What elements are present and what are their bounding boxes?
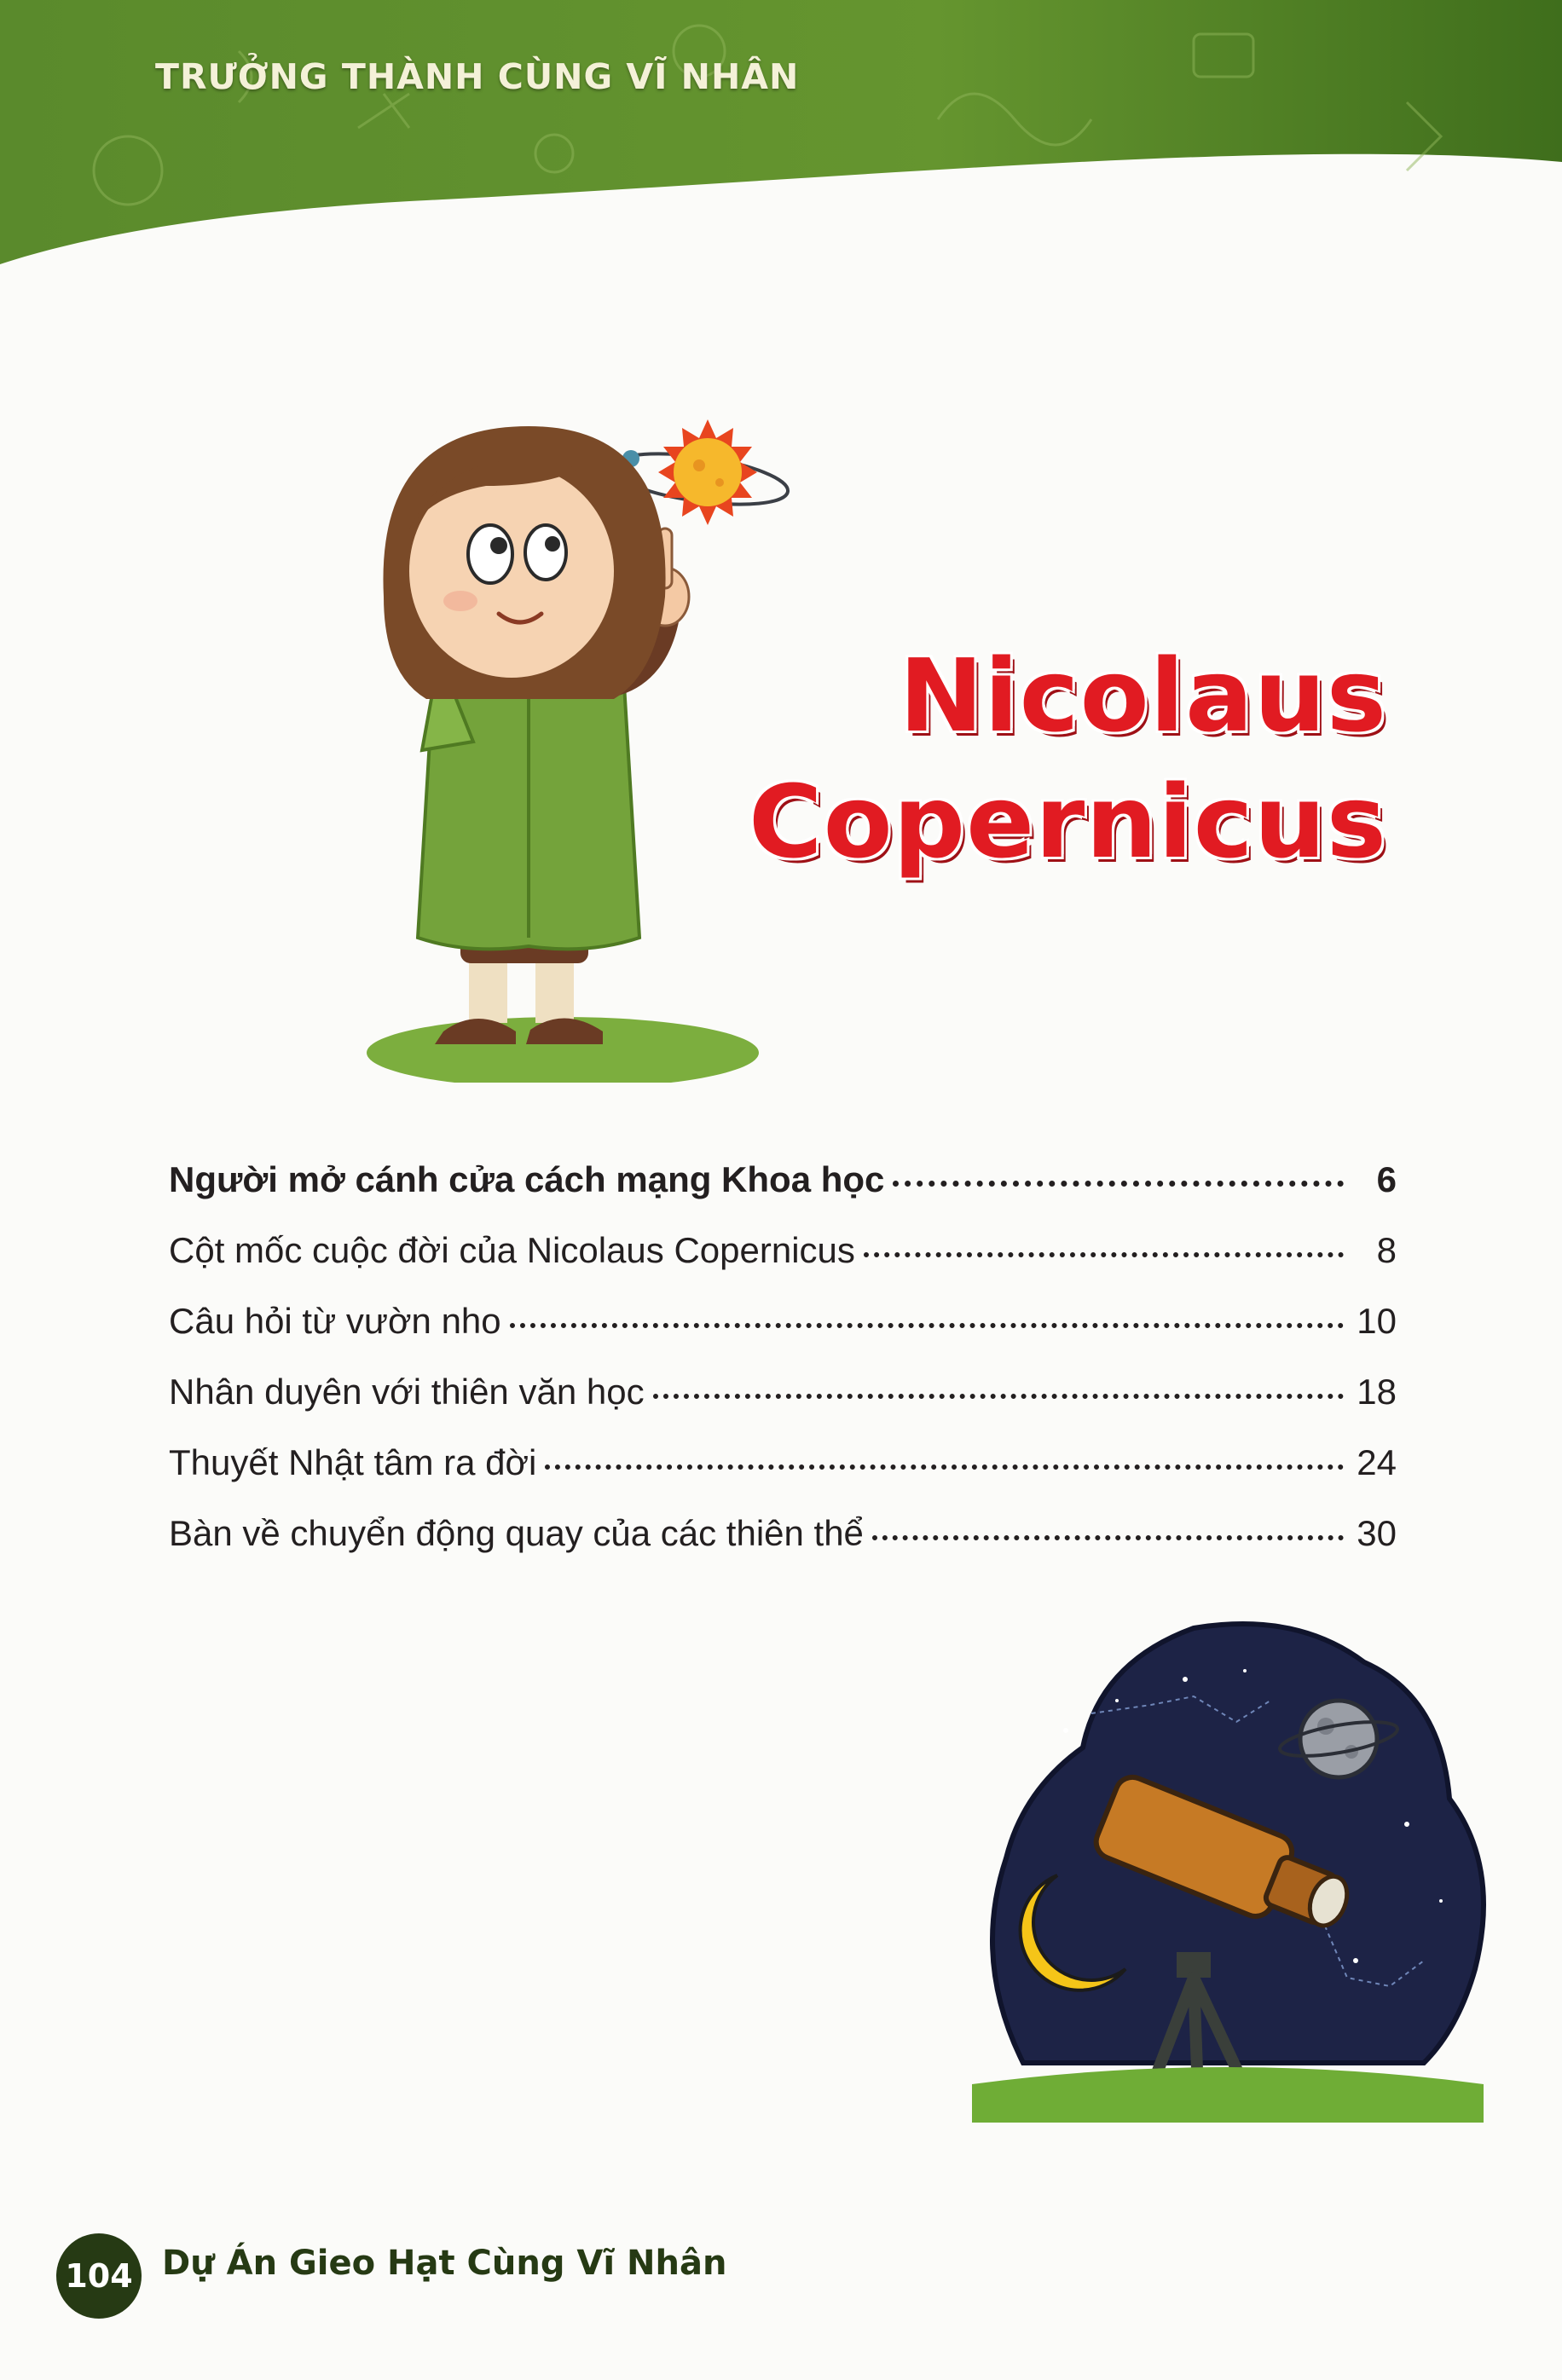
- toc-entry-page: 8: [1376, 1230, 1397, 1270]
- toc-leader-dots: [893, 1181, 1344, 1187]
- toc-entry[interactable]: [169, 1230, 1397, 1301]
- table-of-contents: [169, 1159, 1397, 1584]
- toc-entry-label: Bàn về chuyển động quay của các thiên thể: [169, 1513, 864, 1553]
- header-band: [0, 0, 1562, 281]
- toc-entry-label: Nhân duyên với thiên văn học: [169, 1372, 645, 1412]
- toc-entry-label: Cột mốc cuộc đời của Nicolaus Copernicus: [169, 1230, 855, 1270]
- chapter-title-line-2: Copernicus: [749, 763, 1387, 881]
- series-title: TRƯỞNG THÀNH CÙNG VĨ NHÂN: [155, 56, 800, 97]
- toc-entry-label: Người mở cánh cửa cách mạng Khoa học: [169, 1159, 885, 1199]
- toc-entry-label: Thuyết Nhật tâm ra đời: [169, 1442, 537, 1482]
- toc-entry-page: 6: [1376, 1159, 1397, 1199]
- page-number-badge: 104: [56, 2233, 142, 2319]
- toc-leader-dots: [510, 1323, 1344, 1328]
- toc-entry-label: Câu hỏi từ vườn nho: [169, 1301, 501, 1341]
- toc-leader-dots: [653, 1394, 1344, 1399]
- toc-entry-page: 18: [1357, 1372, 1397, 1412]
- toc-entry-page: 30: [1357, 1513, 1397, 1553]
- toc-leader-dots: [872, 1535, 1344, 1540]
- telescope-night-sky-icon: [963, 1620, 1492, 2123]
- toc-entry[interactable]: [169, 1442, 1397, 1513]
- toc-entry[interactable]: [169, 1372, 1397, 1442]
- chapter-title-line-1: Nicolaus: [899, 637, 1387, 754]
- toc-entry[interactable]: [169, 1159, 1397, 1230]
- toc-entry[interactable]: [169, 1513, 1397, 1584]
- header-leaf-pattern-icon: [0, 0, 1562, 281]
- toc-entry[interactable]: [169, 1301, 1397, 1372]
- toc-entry-page: 24: [1357, 1442, 1397, 1482]
- toc-leader-dots: [545, 1464, 1344, 1470]
- toc-leader-dots: [864, 1252, 1344, 1257]
- toc-entry-page: 10: [1357, 1301, 1397, 1341]
- chapter-title: [705, 633, 1387, 885]
- footer-series-name: Dự Án Gieo Hạt Cùng Vĩ Nhân: [162, 2244, 727, 2283]
